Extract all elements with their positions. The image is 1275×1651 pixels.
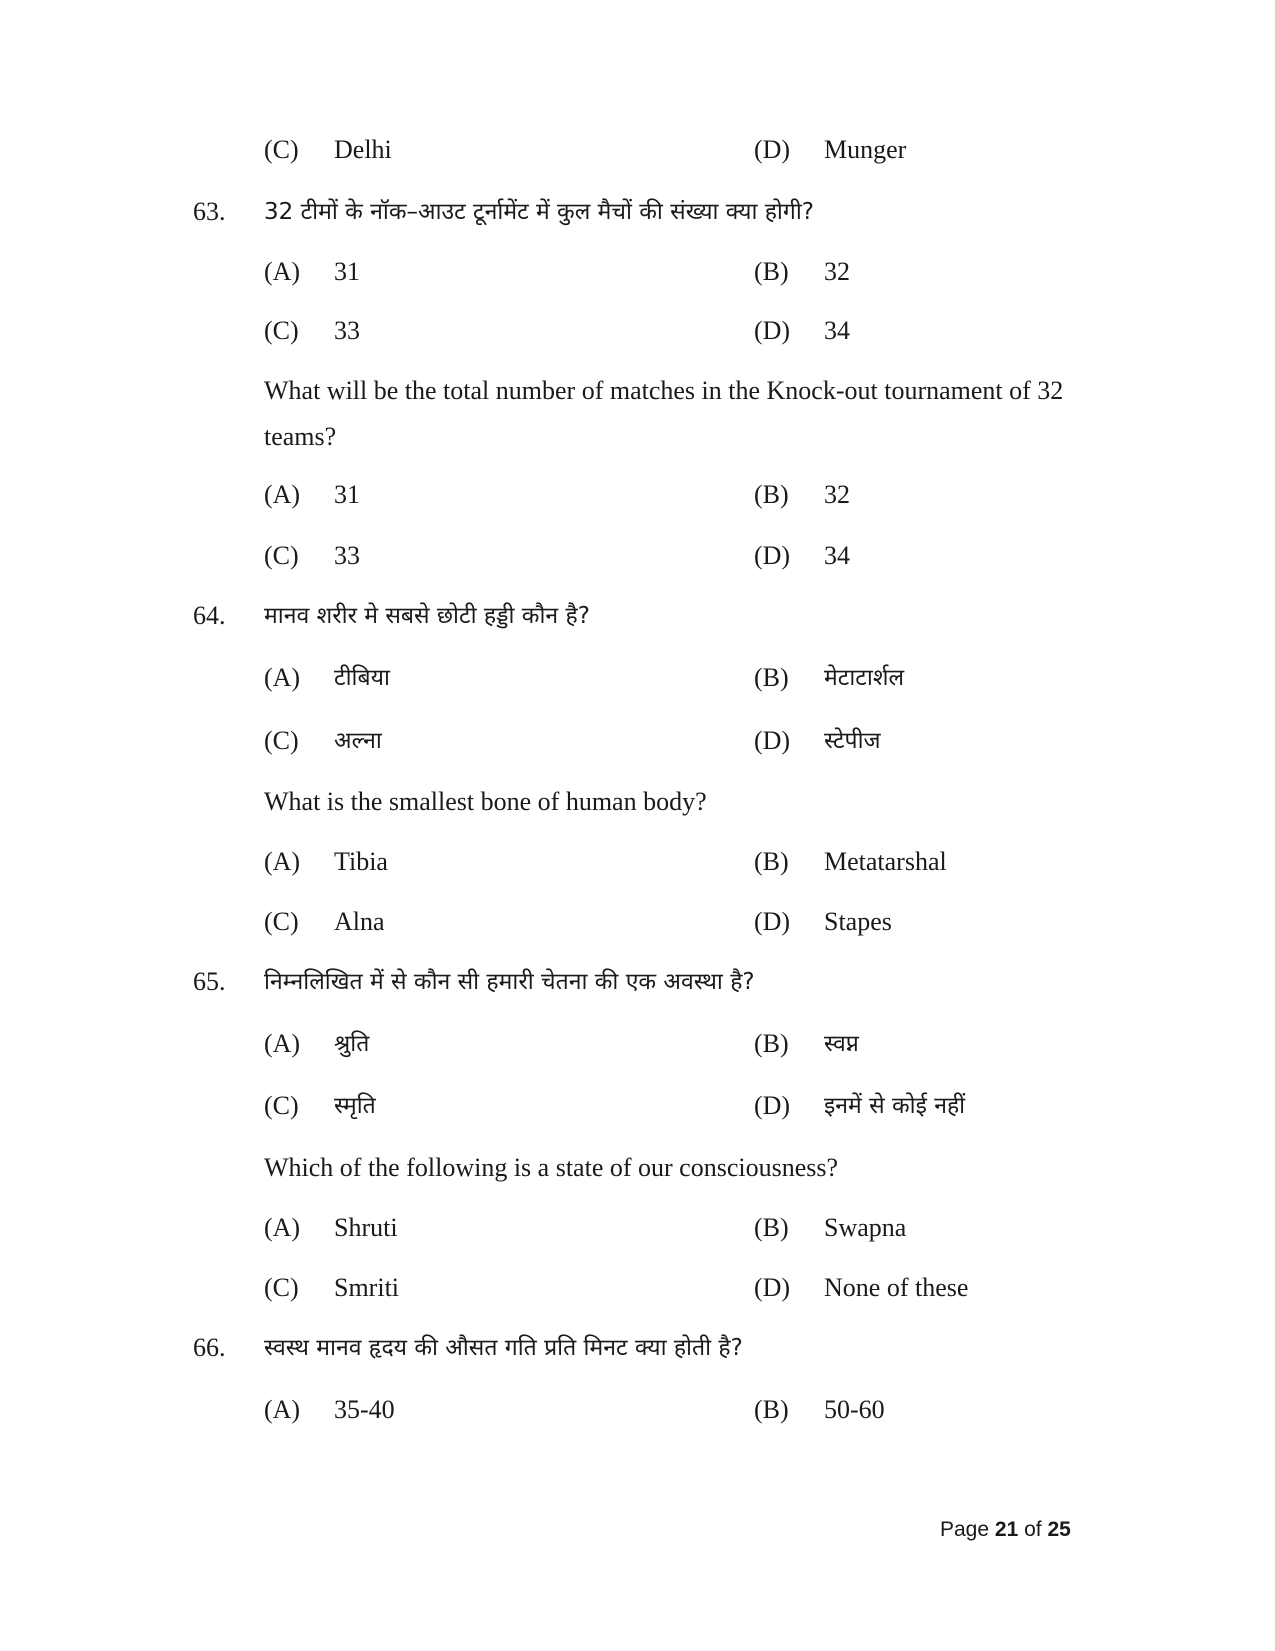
option-text: Swapna [824, 1213, 907, 1242]
option-text: 34 [824, 541, 850, 570]
option-text: इनमें से कोई नहीं [824, 1093, 966, 1119]
option-label: (D) [754, 316, 791, 345]
option-text: Smriti [334, 1273, 400, 1302]
option-text: Tibia [334, 847, 388, 876]
option-label: (B) [754, 1029, 789, 1058]
option-label: (C) [264, 316, 299, 345]
option-text: Munger [824, 135, 907, 164]
option-text: 50-60 [824, 1395, 885, 1424]
question-text-hindi: 32 टीमों के नॉक–आउट टूर्नामेंट में कुल मैचों की संख्या क्या होगी? [264, 199, 814, 225]
option-label: (C) [264, 1091, 299, 1120]
option-label: (B) [754, 257, 789, 286]
option-text: 35-40 [334, 1395, 395, 1424]
page-prefix: Page [940, 1518, 995, 1541]
page-footer [940, 1517, 1071, 1543]
option-label: (D) [754, 1273, 791, 1302]
option-text: टीबिया [334, 665, 390, 691]
option-text: 33 [334, 541, 360, 570]
option-label: (A) [264, 480, 301, 509]
question-text-english: Which of the following is a state of our consciousness? [264, 1153, 839, 1182]
option-text: स्वप्न [824, 1031, 859, 1057]
total-page-number: 25 [1047, 1518, 1071, 1541]
current-page-number: 21 [994, 1518, 1019, 1541]
option-text: 33 [334, 316, 360, 345]
option-label: (D) [754, 541, 791, 570]
option-text: स्मृति [334, 1093, 376, 1119]
option-label: (C) [264, 907, 299, 936]
option-text: 34 [824, 316, 850, 345]
option-label: (B) [754, 1213, 789, 1242]
option-label: (C) [264, 726, 299, 755]
question-text-english: What is the smallest bone of human body? [264, 787, 707, 816]
option-text: None of these [824, 1273, 969, 1302]
option-label: (C) [264, 1273, 299, 1302]
question-text-hindi: स्वस्थ मानव हृदय की औसत गति प्रति मिनट क्या होती है? [264, 1335, 743, 1361]
option-label: (D) [754, 907, 791, 936]
question-number: 65. [193, 967, 226, 996]
option-text: Alna [334, 907, 385, 936]
option-label: (A) [264, 1395, 301, 1424]
option-text: अल्ना [334, 728, 382, 754]
option-text: श्रुति [334, 1031, 370, 1057]
option-text: 31 [334, 480, 360, 509]
option-text: 31 [334, 257, 360, 286]
option-label: (A) [264, 1213, 301, 1242]
option-label: (D) [754, 1091, 791, 1120]
option-text: Delhi [334, 135, 392, 164]
page-of: of [1018, 1518, 1048, 1541]
question-number: 66. [193, 1333, 226, 1362]
option-label: (B) [754, 480, 789, 509]
option-label: (C) [264, 135, 299, 164]
option-label: (B) [754, 663, 789, 692]
question-text-hindi: निम्नलिखित में से कौन सी हमारी चेतना की एक अवस्था है? [264, 969, 755, 995]
option-text: 32 [824, 257, 850, 286]
question-text-hindi: मानव शरीर मे सबसे छोटी हड्डी कौन है? [264, 603, 590, 629]
option-label: (B) [754, 847, 789, 876]
option-label: (A) [264, 663, 301, 692]
option-label: (A) [264, 1029, 301, 1058]
question-number: 64. [193, 601, 226, 630]
option-label: (A) [264, 257, 301, 286]
option-text: Shruti [334, 1213, 398, 1242]
option-label: (A) [264, 847, 301, 876]
question-number: 63. [193, 197, 226, 226]
option-text: स्टेपीज [824, 728, 881, 754]
option-text: Metatarshal [824, 847, 947, 876]
option-text: 32 [824, 480, 850, 509]
option-label: (D) [754, 726, 791, 755]
option-text: Stapes [824, 907, 892, 936]
question-text-english: What will be the total number of matches in the Knock-out tournament of 32 teams? [264, 376, 1064, 451]
option-label: (D) [754, 135, 791, 164]
option-label: (C) [264, 541, 299, 570]
option-text: मेटाटार्शल [824, 665, 905, 691]
option-label: (B) [754, 1395, 789, 1424]
